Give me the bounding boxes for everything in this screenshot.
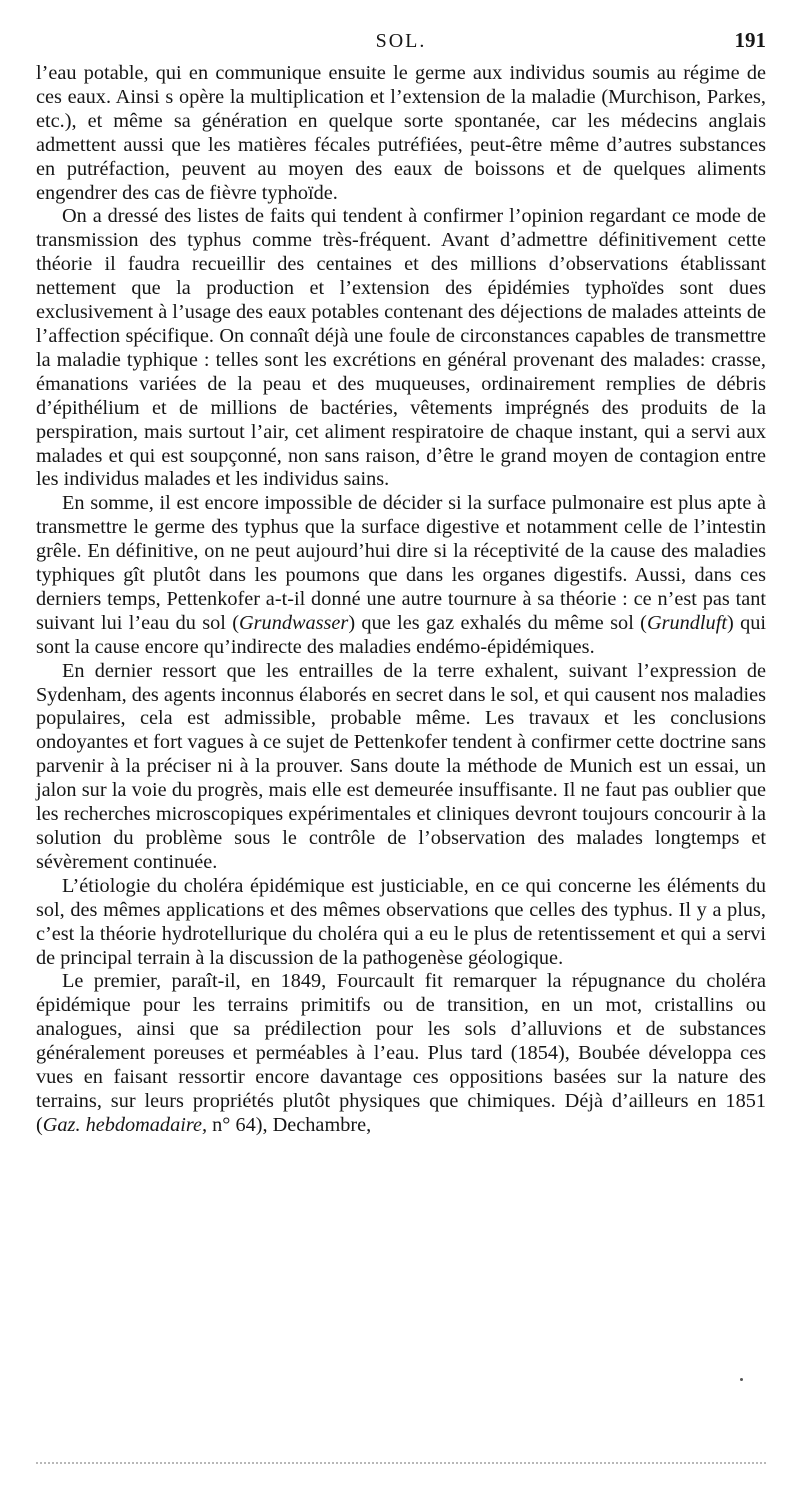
paragraph-6-text-2: n° 64), Dechambre, bbox=[207, 1113, 372, 1136]
paragraph-3-text-3: ) qui sont la cause encore qu’indirecte des maladies endémo-épidémiques. bbox=[36, 611, 766, 658]
paragraph-2: On a dressé des listes de faits qui tendent à confirmer l’opinion regardant ce mode de transmission des typhus comme très-fréquent. Avant d’admettre définitivement cette théorie il faudra recueillir des centaines et des millions d’observations établissant nettement que la production et l’extension des épidémies typhoïdes sont dues exclusivement à l’usage des eaux potables contenant des déjections de malades atteints de l’affection spécifique. On connaît déjà une foule de circonstances capables de transmettre la maladie typhique : telles sont les excrétions en général provenant des malades: crasse, émanations variées de la peau et des muqueuses, ordinairement remplies de débris d’épithélium et de millions de bactéries, vêtements imprégnés des produits de la perspiration, mais surtout l’air, cet aliment respiratoire de chaque instant, qui a servi aux malades et qui est soupçonné, non sans raison, d’être le grand moyen de contagion entre les individus malades et les individus sains. bbox=[36, 205, 766, 491]
bottom-dotted-rule bbox=[36, 1462, 766, 1464]
running-title: SOL. bbox=[375, 30, 427, 52]
paragraph-1: l’eau potable, qui en communique ensuite le germe aux individus soumis au régime de ces eaux. Ainsi s opère la multiplication et l’extension de la maladie (Murchison, Parkes, etc.), et même sa génération en quelque sorte spontanée, car les médecins anglais admettent aussi que les matières fécales putréfiées, peut-être même d’autres substances en putréfaction, peuvent au moyen des eaux de boissons et de quelques aliments engendrer des cas de fièvre typhoïde. bbox=[36, 62, 766, 204]
paragraph-3-text-2: ) que les gaz exhalés du même sol ( bbox=[348, 611, 647, 634]
paragraph-3-italic-grundwasser: Grundwasser bbox=[239, 611, 349, 634]
paragraph-6-text-1: Le premier, paraît-il, en 1849, Fourcault fit remarquer la répugnance du choléra épidémique pour les terrains primitifs ou de transition, en un mot, cristallins ou analogues, ainsi que sa prédilection pour les sols d’alluvions et de substances généralement poreuses et perméables à l’eau. Plus tard (1854), Boubée développa ces vues en faisant ressortir encore davantage ces oppositions basées sur la nature des terrains, sur leurs propriétés plutôt physiques que chimiques. Déjà d’ailleurs en 1851 ( bbox=[36, 970, 766, 1136]
paragraph-3-italic-grundluft: Grundluft bbox=[646, 611, 727, 634]
paragraph-6 bbox=[36, 970, 766, 1137]
body-text bbox=[36, 62, 766, 1138]
paragraph-4: En dernier ressort que les entrailles de la terre exhalent, suivant l’expression de Sydenham, des agents inconnus élaborés en secret dans le sol, et qui causent nos maladies populaires, cela est admissible, probable même. Les travaux et les conclusions ondoyantes et fort vagues à ce sujet de Pettenkofer tendent à confirmer cette doctrine sans parvenir à la préciser ni à la prouver. Sans doute la méthode de Munich est un essai, un jalon sur la voie du progrès, mais elle est demeurée insuffisante. Il ne faut pas oublier que les recherches microscopiques expérimentales et cliniques devront toujours concourir à la solution du problème sous le contrôle de l’observation des malades longtemps et sévèrement continuée. bbox=[36, 659, 766, 873]
paragraph-6-italic-citation: Gaz. hebdomadaire, bbox=[42, 1113, 208, 1136]
paragraph-5: L’étiologie du choléra épidémique est justiciable, en ce qui concerne les éléments du sol, des mêmes applications et des mêmes observations que celles des typhus. Il y a plus, c’est la théorie hydrotellurique du choléra qui a eu le plus de retentissement et qui a servi de principal terrain à la discussion de la pathogenèse géologique. bbox=[36, 874, 766, 969]
paragraph-3 bbox=[36, 492, 766, 659]
page-number: 191 bbox=[734, 28, 766, 52]
print-speck bbox=[740, 1378, 743, 1381]
running-head bbox=[36, 28, 766, 56]
paragraph-3-text-1: En somme, il est encore impossible de décider si la surface pulmonaire est plus apte à transmettre le germe des typhus que la surface digestive et notamment celle de l’intestin grêle. En définitive, on ne peut aujourd’hui dire si la réceptivité de la cause des maladies typhiques gît plutôt dans les poumons que dans les organes digestifs. Aussi, dans ces derniers temps, Pettenkofer a-t-il donné une autre tournure à sa théorie : ce n’est pas tant suivant lui l’eau du sol ( bbox=[36, 492, 766, 634]
